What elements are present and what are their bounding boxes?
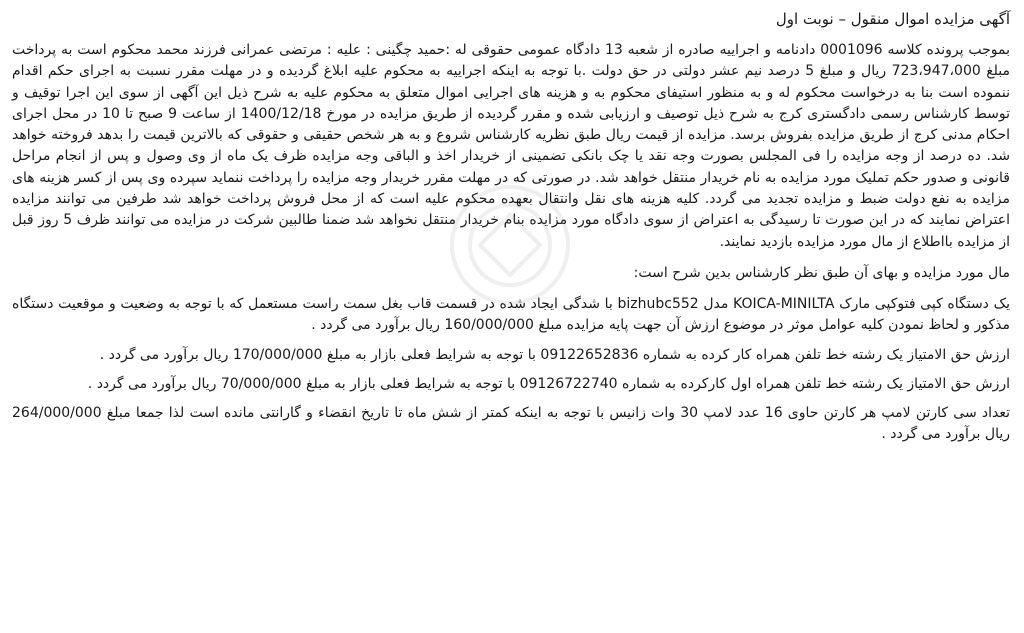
auction-item-phone-line-2: ارزش حق الامتیاز یک رشته خط تلفن همراه اول کارکرده به شماره 09126722740 با توجه به شرایط فعلی بازار به مبلغ 70/000/000 ریال برآورد می گردد . [87, 375, 1010, 392]
notice-title: آگهی مزایده اموال منقول – نوبت اول [775, 10, 1010, 28]
auction-items-heading: مال مورد مزایده و بهای آن طبق نظر کارشناس بدین شرح است: [633, 264, 1010, 281]
auction-item-phone-line-1: ارزش حق الامتیاز یک رشته خط تلفن همراه کار کرده به شماره 09122652836 با توجه به شرایط فعلی بازار به مبلغ 170/000/000 ریال برآورد می گردد . [99, 346, 1010, 363]
auction-item-photocopier: یک دستگاه کپی فتوکپی مارک KOICA-MINILTA مدل bizhubc552 با شدگی ایجاد شده در قسمت قاب بغل سمت راست مستعمل که با توجه به وضعیت و موقعیت دستگاه مذکور و لحاظ نمودن کلیه عوامل موثر در موضوع ارزش آن جهت پایه مزایده مبلغ 160/000/000 ریال برآورد می گردد . [12, 295, 1011, 334]
notice-body-paragraph: بموجب پرونده کلاسه 0001096 دادنامه و اجراییه صادره از شعبه 13 دادگاه عمومی حقوقی له :حمید چگینی : علیه : مرتضی عمرانی فرزند محمد محکوم است به پرداخت مبلغ 723،947،000 ریال و مبلغ 5 درصد نیم عشر دولتی در حق دولت .با توجه به اینکه اجراییه به محکوم علیه ابلاغ گردیده و در مهلت مقرر نسبت به اجرای حکم اقدام ننموده است بنا به درخواست محکوم له و به منظور استیفای محکوم به و هزینه های اجرایی اموال متعلق به محکوم علیه به شرح ذیل این آگهی از سوی این اجرا توقیف و توسط کارشناس رسمی دادگستری کرج به شرح ذیل توصیف و ارزیابی شده و مقرر گردیده از طریق مزایده در مورخ 1400/12/18 از ساعت 9 صبح تا 10 در محل اجرای احکام مدنی کرج از طریق مزایده بفروش برسد. مزایده از قیمت ریال طبق نظریه کارشناس شروع و به هر شخص حقیقی و حقوقی که بالاترین قیمت را بدهد فروخته خواهد شد. ده درصد از وجه مزایده را فی المجلس بصورت وجه نقد یا چک بانکی تضمینی از خریدار اخذ و الباقی وجه مزایده ظرف یک ماه از وی وصول و پس از انجام مراحل قانونی و صدور حکم تملیک مورد مزایده به نام خریدار منتقل خواهد شد. در صورتی که در مهلت مقرر خریدار وجه مزایده را پرداخت ننماید سپرده وی پس از کسر هزینه های مزایده به نفع دولت ضبط و مزایده تجدید می گردد. کلیه هزینه های نقل وانتقال بعهده محکوم علیه است که از محل فروش پرداخت خواهد شد طرفین می توانند مزایده اعتراض نمایند که در این صورت تا رسیدگی به اعتراض از سوی دادگاه مورد مزایده بنام خریدار منتقل نخواهد شد ضمنا طالبین شرکت در مزایده می توانند ظرف 5 روز قبل از مزایده بااطلاع از مال مورد مزایده بازدید نمایند. [12, 42, 1010, 250]
auction-item-lamp-cartons: تعداد سی کارتن لامپ هر کارتن حاوی 16 عدد لامپ 30 وات زانیس با توجه به اینکه کمتر از شش ماه تا تاریخ انقضاء و گارانتی مانده است لذا جمعا مبلغ 264/000/000 ریال برآورد می گردد . [12, 405, 1010, 443]
